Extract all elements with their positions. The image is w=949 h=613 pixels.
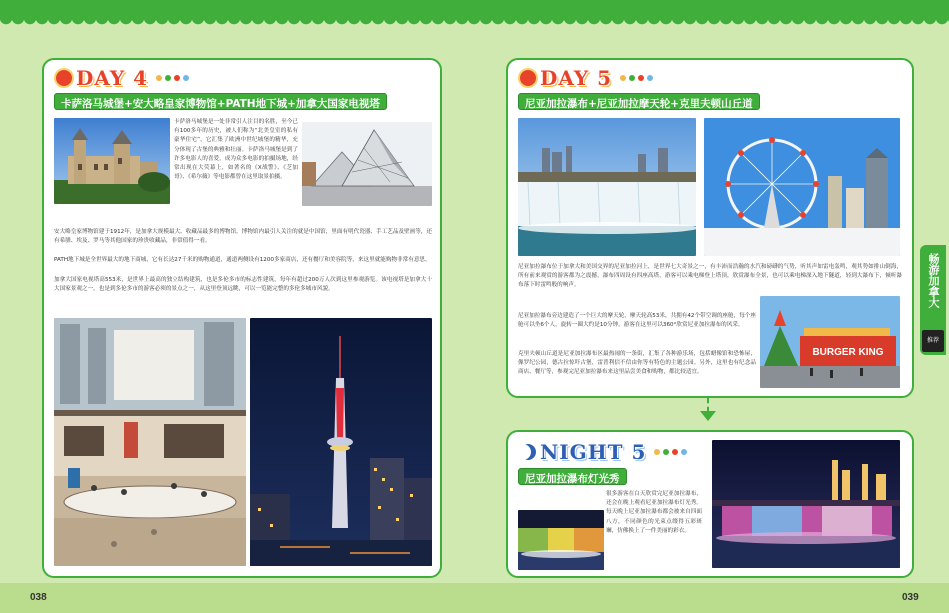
day4-paragraph-2: 安大略皇家博物馆建于1912年，是加拿大规模最大、收藏品最多的博物馆。博物馆内最引人关注的就是中国馆，里面有明代瓷器、手工艺品及壁画等，还有希腊、埃及、罗马等其他国家的珍贵收藏品，非常值得一看。 (54, 229, 432, 245)
side-tab-sub-label: 推荐 (922, 330, 944, 352)
niagara-skywheel-photo (704, 118, 900, 256)
sun-icon (520, 70, 536, 86)
burger-king-sign: BURGER KING (812, 347, 884, 358)
day4-paragraph-4: 加拿大国家电视塔高553米，是世界上最高的独立结构建筑，也是多伦多市的标志性建筑，每年有超过200万人次到这里参观游览。该电视塔是加拿大十大国家景观之一，也是到多伦多市的游客必须的景点之一，从这里登顶远眺，可以一览能完整的多伦多城市风貌。 (54, 277, 432, 293)
light-show-small-photo (518, 510, 604, 570)
day4-title-text: DAY 4 (76, 66, 149, 90)
day5-title (520, 66, 653, 90)
night5-title (520, 440, 687, 464)
moon-icon (520, 444, 536, 460)
day5-paragraph-1: 尼亚加拉瀑布位于加拿大和美国交界的尼亚加拉河上，是世界七大奇景之一，有丰沛而浩瀚的水汽和磅礴的气势，听其声如雷电轰鸣，观其势如排山倒海，所有前来观赏的游客都为之震撼。瀑布四周设有四座高塔，游客可以乘电梯登上塔顶，欣赏瀑布全景，也可以乘电梯深入地下隧道，轻到大瀑布下，倾听瀑布落下时雷鸣般的响声。 (518, 264, 902, 289)
path-underground-mall-photo (54, 318, 246, 566)
top-band (0, 0, 949, 20)
day4-title (56, 66, 189, 90)
page-number-right: 039 (902, 592, 919, 603)
night5-route-bar: 尼亚加拉瀑布灯光秀 (518, 468, 627, 485)
sun-icon (56, 70, 72, 86)
day5-title-text: DAY 5 (540, 66, 613, 90)
side-chapter-tab: 畅游加拿大 (920, 245, 946, 355)
royal-ontario-museum-photo (302, 122, 432, 206)
casa-loma-photo (54, 118, 170, 204)
niagara-falls-photo (518, 118, 696, 256)
bottom-band (0, 583, 949, 613)
connector-line (707, 398, 709, 412)
day4-route-bar: 卡萨洛马城堡+安大略皇家博物馆+PATH地下城+加拿大国家电视塔 (54, 93, 387, 110)
decorative-dots (654, 449, 687, 455)
night5-paragraph-1: 很多游客在白天欣赏完尼亚加拉瀑布，还会在晚上观看尼亚加拉瀑布灯光秀。每天晚上尼亚加拉瀑布都会被来自四面八方，不同颜色的光束点缀得五彩斑斓，仿佛换上了一件美丽的彩衣。 (606, 491, 702, 534)
page-number-left: 038 (30, 592, 47, 603)
cn-tower-photo (250, 318, 432, 566)
decorative-dots (156, 75, 189, 81)
clifton-hill-photo (760, 296, 900, 388)
day4-paragraph-1: 卡萨洛马城堡是一处非常引人注目的名胜，至今已有100多年的历史，被人们称为“北美皇室的私有豪华住宅”，它汇集了欧洲中世纪城堡的精华，充分体现了古堡的典雅和壮丽。卡萨洛马城堡是到了许多电影人的喜爱，成为众多电影的拍摄场地，经常出现在大荧幕上，如著名的《X战警》、《芝加哥》、《希尔薇》等电影都曾在这里取景拍摄。 (174, 119, 298, 181)
light-show-large-photo (712, 440, 900, 568)
day5-paragraph-3: 克里夫顿山丘道是尼亚加拉瀑布区最热闹的一条街，汇集了各种游乐场，包括蜡像馆和恐怖屋，像罗纪公园，德古拉惊吓古堡，雷普利信不信由你等有特色的主题公园。另外，这里也有纪念品商店、餐厅等，参观完尼亚加拉瀑布来这里品尝美食和购物，都比较适宜。 (518, 351, 756, 376)
arrow-down-icon (700, 411, 716, 421)
day4-paragraph-3: PATH地下城是全世界最大的地下商城，它有长达27千米的购物通道，通道两侧设有1200多家商店，还有餐厅和美容院等，来这里就能购物非常有意思。 (54, 257, 431, 263)
scallop-border (0, 18, 949, 28)
day5-paragraph-2: 尼亚加拉瀑布旁边建造了一个巨大的摩天轮，摩天轮高53米，共拥有42个带空调的座舱，每个座舱可以坐6个人，旋转一圈大约是10分钟，游客在这里可以360°欣赏尼亚加拉瀑布的风采。 (518, 313, 756, 329)
decorative-dots (620, 75, 653, 81)
night5-title-text: NIGHT 5 (540, 440, 647, 464)
day5-route-bar: 尼亚加拉瀑布+尼亚加拉摩天轮+克里夫顿山丘道 (518, 93, 760, 110)
